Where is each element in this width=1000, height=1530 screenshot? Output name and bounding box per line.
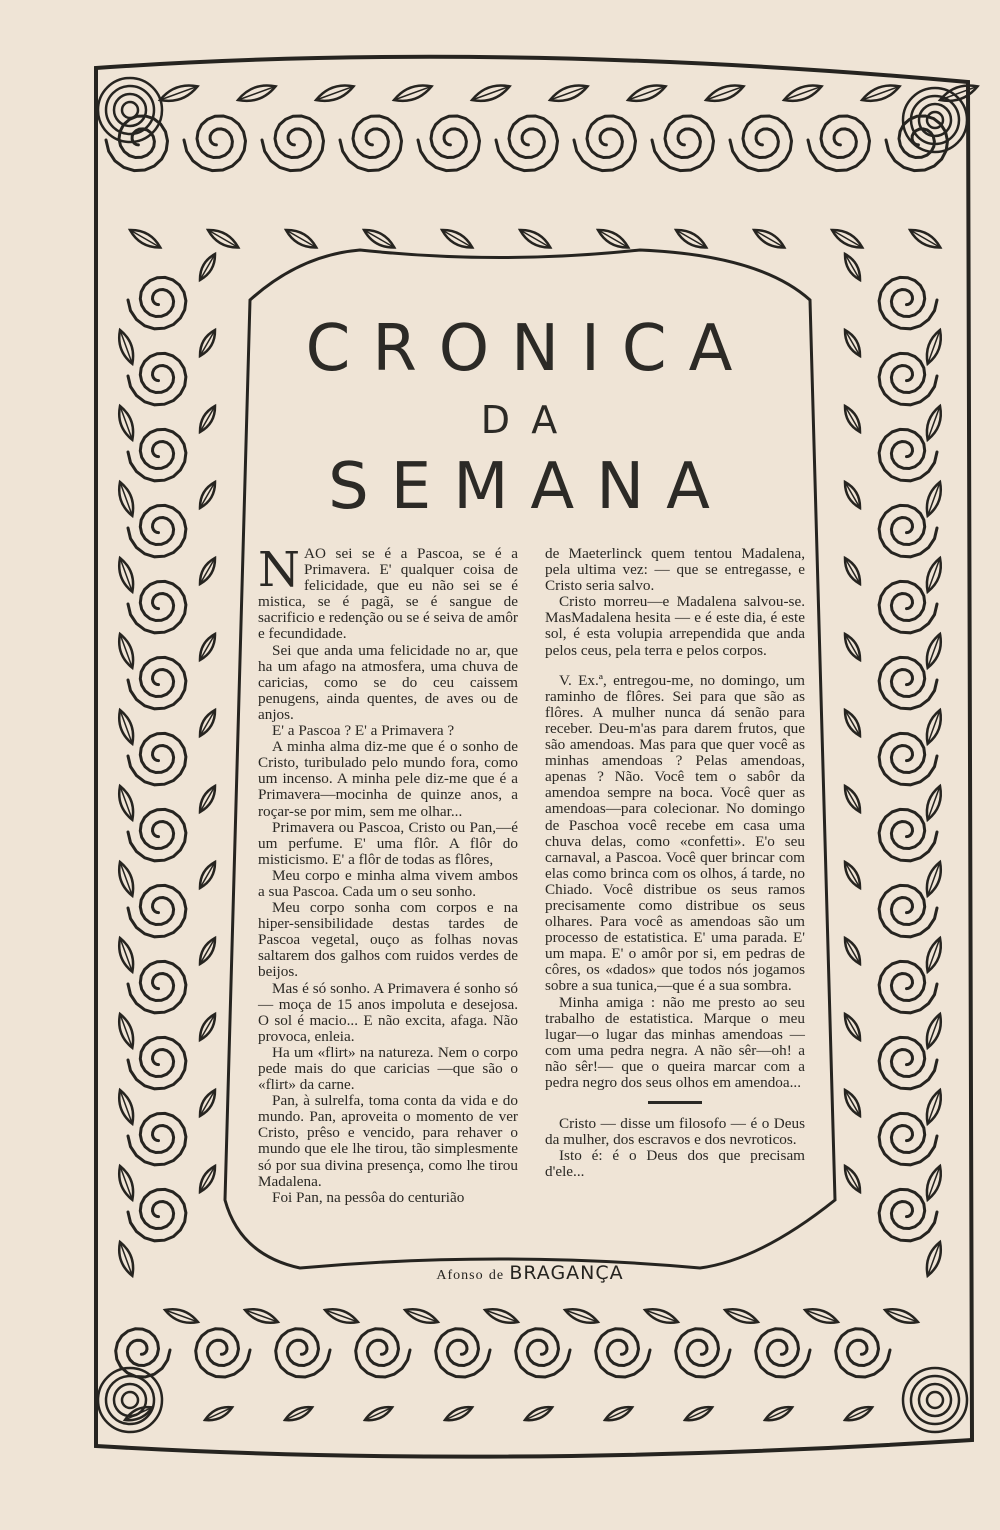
article-column-left (258, 542, 518, 1206)
article-paragraph: Minha amiga : não me presto ao seu trabalho de estatistica. Marque o meu lugar—o lugar das minhas amendoas — com uma pedra negra. A não sêr—oh! a não sêr!— que o queira marcar com a pedra negro dos seus olhos em amendoa... (545, 993, 805, 1091)
title-line-da: DA (480, 398, 580, 442)
article-paragraph: Isto é: é o Deus dos que precisam d'ele... (545, 1147, 805, 1181)
article-paragraph: AO sei se é a Pascoa, se é a Primavera. E' qualquer coisa de felicidade, que eu não sei se é mistica, se é pagã, se é sangue de sacrificio e redenção ou se é seiva de amôr e fecundidade. (258, 545, 518, 643)
title-line-cronica: CRONICA (305, 312, 755, 386)
article-paragraph: E' a Pascoa ? E' a Primavera ? (272, 722, 455, 740)
article-column-right (545, 546, 805, 1180)
article-paragraph: Meu corpo e minha alma vivem ambos a sua Pascoa. Cada um o seu sonho. (258, 866, 518, 900)
article-paragraph: Sei que anda uma felicidade no ar, que ha um afago na atmosfera, uma chuva de caricias, como se do ceu caissem penugens, ainda quentes, de aves ou de anjos. (258, 641, 518, 723)
article-paragraph: Cristo morreu—e Madalena salvou-se. MasMadalena hesita — e é este dia, é este sol, é esta volupia arrependida que anda pelos ceus, pela terra e pelos corpos. (545, 593, 805, 659)
drop-cap: N (258, 542, 300, 598)
article-paragraph: Mas é só sonho. A Primavera é sonho só — moça de 15 anos impoluta e desejosa. O sol é macio... E não excita, afaga. Não provoca, enleia. (258, 979, 518, 1045)
section-divider (648, 1101, 702, 1104)
article-paragraph: de Maeterlinck quem tentou Madalena, pela ultima vez: — que se entregasse, e Cristo seria salvo. (545, 545, 805, 595)
author-last-name: BRAGANÇA (509, 1262, 624, 1284)
author-particle: de (488, 1268, 505, 1283)
title-line-semana: SEMANA (328, 450, 732, 524)
author-first-name: Afonso (436, 1268, 484, 1283)
author-signature (300, 1262, 760, 1284)
article-paragraph: Pan, à sulrelfa, toma conta da vida e do mundo. Pan, aproveita o momento de ver Cristo, prêso e vencido, para rehaver o mundo que ele lhe tirou, tão simplesmente só por sua divina presença, como lhe tirou Madalena. (258, 1092, 518, 1190)
article-paragraph: V. Ex.ª, entregou-me, no domingo, um raminho de flôres. Sei para que são as flôres. A mulher nunca dá senão para receber. Deu-m'as para darem frutos, que são amendoas. Mas para que quer você as minhas amendoas ? Pelas amendoas, apenas ? Não. Você tem o sabôr da amendoa sempre na boca. Você quer as amendoas—para colecionar. No domingo de Paschoa você recebe em casa uma chuva delas, como «confetti». E'o seu carnaval, a Pascoa. Você quer brincar com elas como brinca com os olhos, á tarde, no Chiado. Você distribue os seus ramos precisamente como distribue os seus olhares. Para você as amendoas são um processo de estatistica. E' uma parada. E' um mapa. E' o amôr por si, em pedras de côres, os «dados» que todos nós jogamos sobre a sua tunica,—que é a sua sombra. (545, 671, 805, 995)
article-paragraph: Primavera ou Pascoa, Cristo ou Pan,—é um perfume. E' uma flôr. A flôr do misticismo. E' a flôr de todas as flôres, (258, 818, 518, 868)
article-paragraph: Cristo — disse um filosofo — é o Deus da mulher, dos escravos e dos nevroticos. (545, 1115, 805, 1149)
article-paragraph: Foi Pan, na pessôa do centurião (272, 1188, 465, 1206)
article-paragraph: Ha um «flirt» na natureza. Nem o corpo pede mais do que caricias —que são o «flirt» da carne. (258, 1043, 518, 1094)
article-paragraph: A minha alma diz-me que é o sonho de Cristo, turibulado pelo mundo fora, como um incenso. A minha pele diz-me que é a Primavera—mocinha de quinze anos, a roçar-se por mim, sem me olhar... (258, 738, 518, 820)
article-paragraph: Meu corpo sonha com corpos e na hiper-sensibilidade destas tardes de Pascoa vegetal, ouço as folhas novas saltarem dos galhos com ruidos verdes de beijos. (258, 899, 518, 981)
